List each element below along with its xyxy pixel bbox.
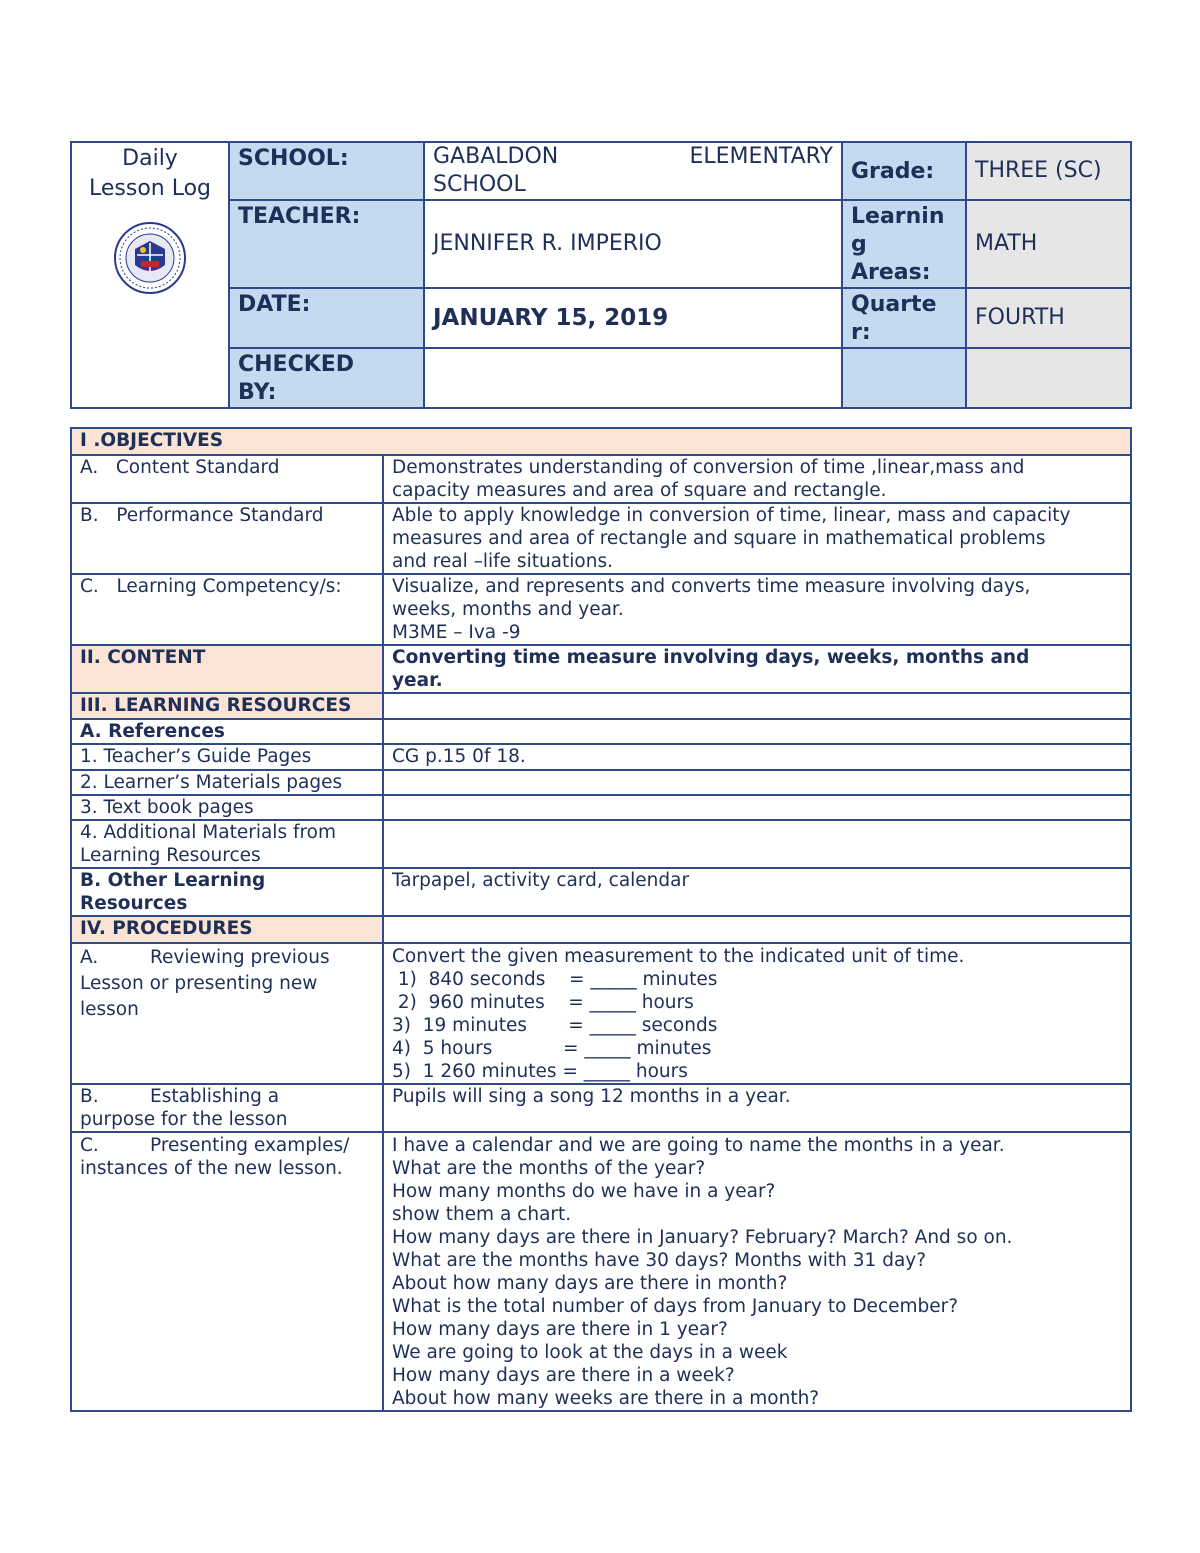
presenting-examples-value: I have a calendar and we are going to name the months in a year. What are the months of the year? How many months do we have in a year? show them a chart. How many days are there in January? February? March? And so on. What are the months have 30 days? Months with 31 day? About how many days are there in month? What is the total number of days from January to December? How many days are there in 1 year? We are going to look at the days in a week How many days are there in a week? About how many weeks are there in a month?: [383, 1132, 1131, 1411]
teacher-value: JENNIFER R. IMPERIO: [424, 200, 842, 288]
additional-materials-value: [383, 820, 1131, 868]
content-heading: II. CONTENT: [71, 645, 383, 693]
checked-by-extra-value: [966, 348, 1131, 408]
daily-lesson-log-title: [71, 142, 229, 408]
content-value: Converting time measure involving days, weeks, months and year.: [383, 645, 1131, 693]
learning-competency-label: C. Learning Competency/s:: [71, 574, 383, 645]
review-lesson-value: Convert the given measurement to the indicated unit of time. 1) 840 seconds = _____ minutes 2) 960 minutes = _____ hours 3) 19 minutes = _____ seconds 4) 5 hours = _____ minutes 5) 1 260 minutes = _____ hours: [383, 943, 1131, 1084]
learners-materials-value: [383, 770, 1131, 795]
establishing-purpose-value: Pupils will sing a song 12 months in a year.: [383, 1084, 1131, 1132]
checked-by-value: [424, 348, 842, 408]
learning-resources-empty: [383, 693, 1131, 719]
procedures-empty: [383, 916, 1131, 943]
learning-areas-value: MATH: [966, 200, 1131, 288]
school-value-c: SCHOOL: [433, 172, 526, 197]
date-value: JANUARY 15, 2019: [424, 288, 842, 348]
date-label: DATE:: [229, 288, 424, 348]
teacher-label: TEACHER:: [229, 200, 424, 288]
establishing-purpose-label: B. Establishing a purpose for the lesson: [71, 1084, 383, 1132]
textbook-label: 3. Text book pages: [71, 795, 383, 820]
references-label: A. References: [71, 719, 383, 744]
learning-resources-heading: III. LEARNING RESOURCES: [71, 693, 383, 719]
quarter-label: Quarte r:: [842, 288, 966, 348]
grade-value: THREE (SC): [966, 142, 1131, 200]
school-value-a: GABALDON: [433, 144, 559, 169]
procedures-heading: IV. PROCEDURES: [71, 916, 383, 943]
learners-materials-label: 2. Learner’s Materials pages: [71, 770, 383, 795]
header-table: [70, 141, 1132, 409]
objectives-heading: I .OBJECTIVES: [71, 428, 1131, 455]
deped-seal-icon: [113, 221, 187, 295]
teachers-guide-label: 1. Teacher’s Guide Pages: [71, 744, 383, 770]
checked-by-label: CHECKED BY:: [229, 348, 424, 408]
other-resources-value: Tarpapel, activity card, calendar: [383, 868, 1131, 916]
additional-materials-label: 4. Additional Materials from Learning Resources: [71, 820, 383, 868]
teachers-guide-value: CG p.15 0f 18.: [383, 744, 1131, 770]
other-resources-label: B. Other Learning Resources: [71, 868, 383, 916]
grade-label: Grade:: [842, 142, 966, 200]
learning-areas-label: Learnin g Areas:: [842, 200, 966, 288]
references-empty: [383, 719, 1131, 744]
presenting-examples-label: C. Presenting examples/ instances of the new lesson.: [71, 1132, 383, 1411]
review-lesson-label: A. Reviewing previous Lesson or presenting new lesson: [71, 943, 383, 1084]
performance-standard-label: B. Performance Standard: [71, 503, 383, 574]
title-line-1: Daily: [122, 146, 178, 171]
content-standard-label: A. Content Standard: [71, 455, 383, 503]
learning-competency-value: Visualize, and represents and converts time measure involving days, weeks, months and year. M3ME – Iva -9: [383, 574, 1131, 645]
school-label: SCHOOL:: [229, 142, 424, 200]
content-standard-value: Demonstrates understanding of conversion of time ,linear,mass and capacity measures and area of square and rectangle.: [383, 455, 1131, 503]
textbook-value: [383, 795, 1131, 820]
quarter-value: FOURTH: [966, 288, 1131, 348]
title-line-2: Lesson Log: [88, 176, 212, 201]
performance-standard-value: Able to apply knowledge in conversion of time, linear, mass and capacity measures and area of rectangle and square in mathematical problems and real –life situations.: [383, 503, 1131, 574]
checked-by-extra-label: [842, 348, 966, 408]
school-value: [424, 142, 842, 200]
school-value-b: ELEMENTARY: [689, 144, 833, 169]
lesson-plan-table: [70, 427, 1132, 1412]
